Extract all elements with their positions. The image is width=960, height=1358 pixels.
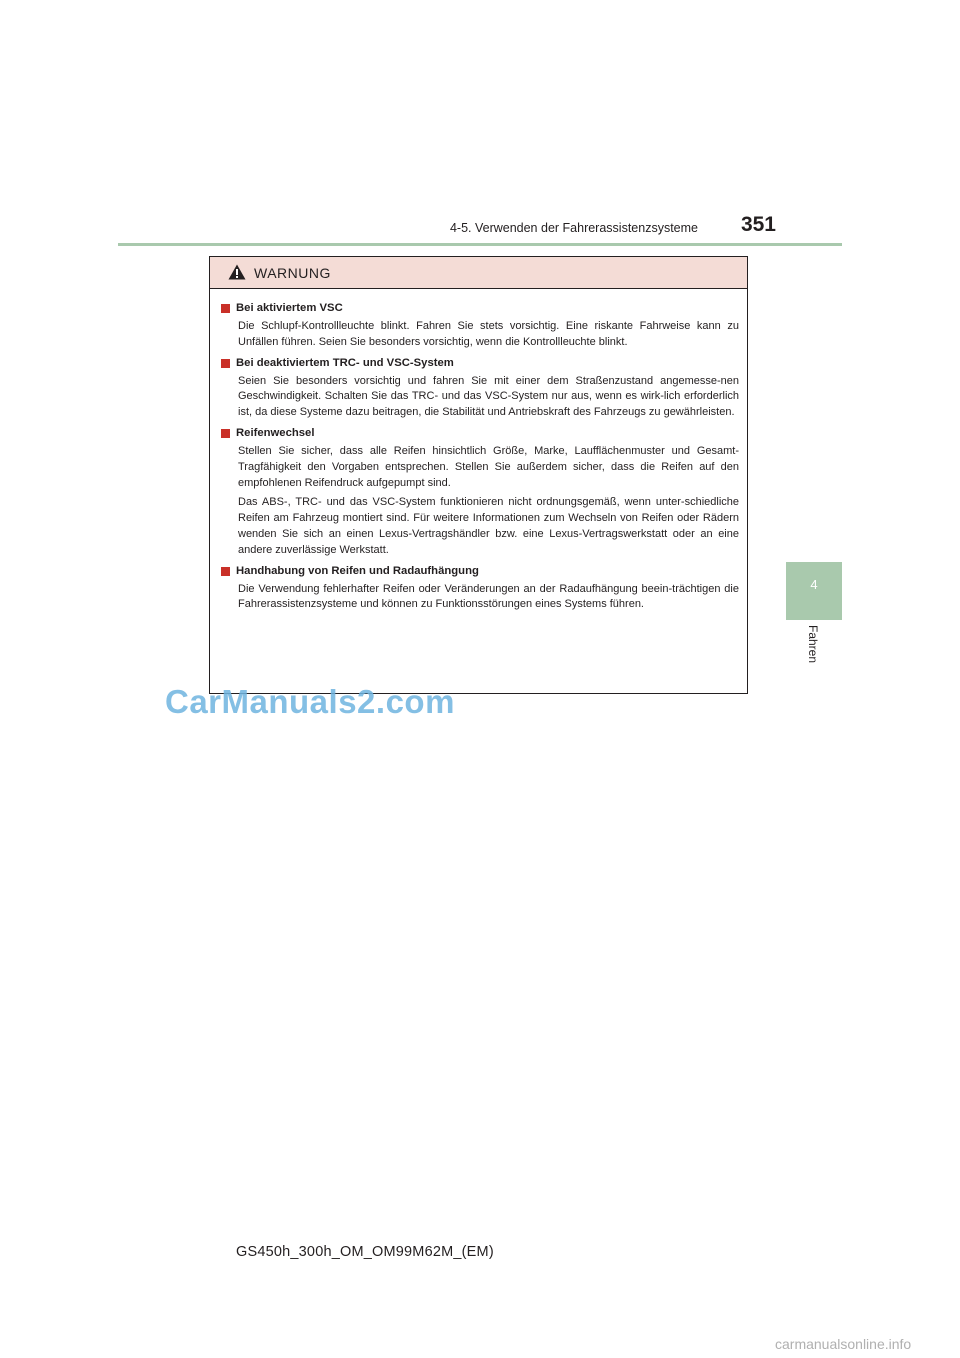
warning-item bbox=[221, 425, 739, 559]
warning-paragraph: Seien Sie besonders vorsichtig und fahren Sie mit einer dem Straßenzustand angemesse-nen Geschwindigkeit. Schalten Sie das TRC- und das VSC-System nur aus, wenn es wirk-lich erforderlich ist, da diese Systeme dazu beitragen, die Stabilität und Antriebskraft des Fahrzeugs zu gewährleisten. bbox=[238, 374, 739, 419]
square-bullet-icon bbox=[221, 429, 230, 438]
warning-item-heading bbox=[221, 355, 739, 372]
warning-box bbox=[209, 256, 748, 694]
square-bullet-icon bbox=[221, 304, 230, 313]
watermark-carmanualsonline[interactable]: carmanualsonline.info bbox=[775, 1336, 912, 1352]
warning-title: WARNUNG bbox=[254, 265, 331, 281]
chapter-tab bbox=[786, 562, 842, 620]
heading-text: Handhabung von Reifen und Radaufhängung bbox=[236, 564, 479, 577]
square-bullet-icon bbox=[221, 359, 230, 368]
warning-item-heading bbox=[221, 300, 739, 317]
warning-body bbox=[210, 289, 747, 613]
warning-triangle-icon bbox=[228, 264, 246, 280]
section-title: 4-5. Verwenden der Fahrerassistenzsysteme bbox=[449, 221, 698, 235]
warning-item bbox=[221, 355, 739, 421]
heading-text: Bei aktiviertem VSC bbox=[236, 302, 343, 314]
warning-paragraph: Die Verwendung fehlerhafter Reifen oder Veränderungen an der Radaufhängung beein-trächtigen die Fahrerassistenzsysteme und können zu Funktionsstörungen eines Systems führen. bbox=[238, 582, 739, 611]
warning-paragraph: Die Schlupf-Kontrollleuchte blinkt. Fahren Sie stets vorsichtig. Eine riskante Fahrweise kann zu Unfällen führen. Seien Sie besonders vorsichtig, wenn die Kontrollleuchte blinkt. bbox=[238, 320, 739, 348]
warning-item-heading bbox=[221, 425, 739, 442]
square-bullet-icon bbox=[221, 567, 230, 576]
page-number: 351 bbox=[740, 213, 776, 236]
warning-paragraph: Das ABS-, TRC- und das VSC-System funktionieren nicht ordnungsgemäß, wenn unter-schiedliche Reifen am Fahrzeug montiert sind. Für weitere Informationen zum Wechseln von Reifen oder Rädern wenden Sie sich an einen Lexus-Vertragshändler bzw. eine Lexus-Vertragswerkstatt oder an eine andere zuverlässige Werkstatt. bbox=[238, 496, 739, 556]
header-rule bbox=[118, 243, 842, 246]
warning-header bbox=[210, 257, 747, 289]
warning-item bbox=[221, 300, 739, 351]
chapter-name: Fahren bbox=[806, 625, 820, 664]
warning-item-heading bbox=[221, 563, 739, 580]
warning-item bbox=[221, 563, 739, 614]
warning-paragraph: Stellen Sie sicher, dass alle Reifen hinsichtlich Größe, Marke, Laufflächenmuster und Gesamt-Tragfähigkeit den Vorgaben entsprechen. Stellen Sie außerdem sicher, dass die Reifen auf den empfohlenen Reifendruck aufgepumpt sind. bbox=[238, 444, 739, 489]
heading-text: Bei deaktiviertem TRC- und VSC-System bbox=[236, 356, 454, 369]
heading-text: Reifenwechsel bbox=[236, 426, 315, 439]
chapter-number: 4 bbox=[810, 577, 818, 592]
chapter-label bbox=[784, 625, 844, 675]
footer-model-code: GS450h_300h_OM_OM99M62M_(EM) bbox=[236, 1244, 494, 1260]
watermark-carmanuals2[interactable]: CarManuals2.com bbox=[165, 683, 455, 720]
